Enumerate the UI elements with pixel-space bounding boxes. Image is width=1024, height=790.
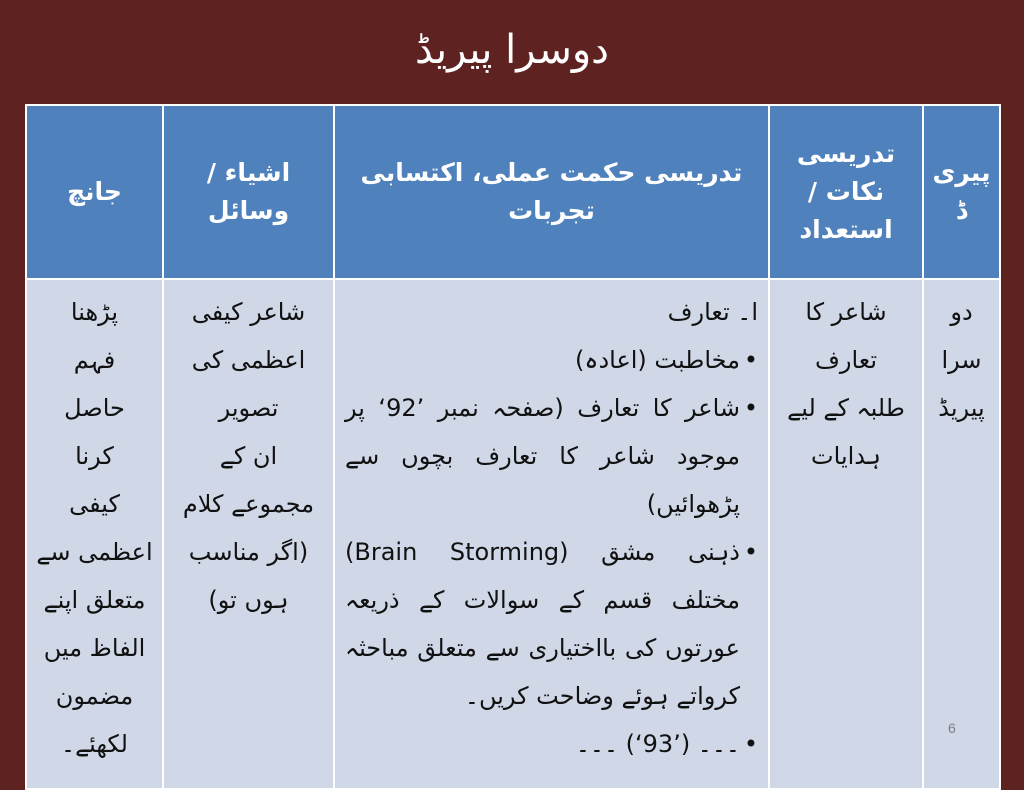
cell-line: لکھئے۔: [61, 730, 128, 758]
cell-line: کرنا: [75, 442, 114, 470]
cell-line: تصویر: [218, 394, 279, 422]
cell-line: شاعر کا: [805, 298, 887, 326]
cell-line: ہوں تو): [208, 586, 289, 614]
strategy-bullet: [345, 336, 758, 384]
bullet-text: شاعر کا تعارف (صفحہ نمبر ’92‘ پر موجود شاعر کا تعارف بچوں سے پڑھوائیں): [345, 394, 740, 518]
cell-period: [923, 279, 1000, 789]
cell-line: دو: [950, 298, 973, 326]
table-header-row: [26, 105, 1000, 279]
table-row: [26, 279, 1000, 789]
cell-line: سرا: [941, 346, 982, 374]
slide-title: دوسرا پیریڈ: [415, 27, 609, 73]
header-teaching-points: تدریسی نکات / استعداد: [769, 105, 923, 279]
cell-line: (اگر مناسب: [188, 538, 309, 566]
cell-line: تعارف: [814, 346, 878, 374]
cell-line: ہدایات: [811, 442, 881, 470]
bullet-text: ذہنی مشق (Brain Storming) مختلف قسم کے سوالات کے ذریعہ عورتوں کی بااختیاری سے متعلق مباحثہ کرواتے ہوئے وضاحت کریں۔: [345, 538, 740, 710]
cell-line: حاصل: [64, 394, 125, 422]
strategy-heading: ا۔ تعارف: [667, 298, 758, 326]
cell-line: پیریڈ: [938, 394, 985, 422]
cell-line: کیفی: [69, 490, 120, 518]
header-assessment: جانچ: [26, 105, 163, 279]
cell-materials: [163, 279, 334, 789]
cell-line: طلبہ کے لیے: [787, 394, 905, 422]
header-strategy: تدریسی حکمت عملی، اکتسابی تجربات: [334, 105, 769, 279]
cell-line: پڑھنا: [70, 298, 119, 326]
bullet-text: مخاطبت (اعادہ): [575, 346, 740, 374]
cell-line: مجموعے کلام: [182, 490, 315, 518]
cell-line: اعظمی کی: [191, 346, 306, 374]
bullet-icon: •: [743, 394, 758, 422]
cell-line: فہم: [73, 346, 116, 374]
cell-teaching-points: [769, 279, 923, 789]
strategy-bullet: [345, 384, 758, 528]
cell-line: الفاظ میں: [43, 634, 146, 662]
header-materials: اشیاء /وسائل: [163, 105, 334, 279]
cell-line: ان کے: [219, 442, 278, 470]
strategy-bullet: [345, 720, 758, 768]
bullet-icon: •: [743, 730, 758, 758]
bullet-text: ۔۔۔ (’93‘) ۔۔۔: [575, 730, 740, 758]
bullet-icon: •: [743, 346, 758, 374]
cell-line: متعلق اپنے: [43, 586, 146, 614]
bullet-icon: •: [743, 538, 758, 566]
cell-assessment: [26, 279, 163, 789]
cell-line: مضمون: [55, 682, 134, 710]
strategy-bullet: [345, 528, 758, 720]
cell-line: شاعر کیفی: [191, 298, 306, 326]
cell-line: اعظمی سے: [36, 538, 153, 566]
header-period: پیری ڈ: [923, 105, 1000, 279]
slide-number: 6: [948, 720, 956, 736]
lesson-plan-table: [25, 104, 1001, 790]
cell-strategy: [334, 279, 769, 789]
